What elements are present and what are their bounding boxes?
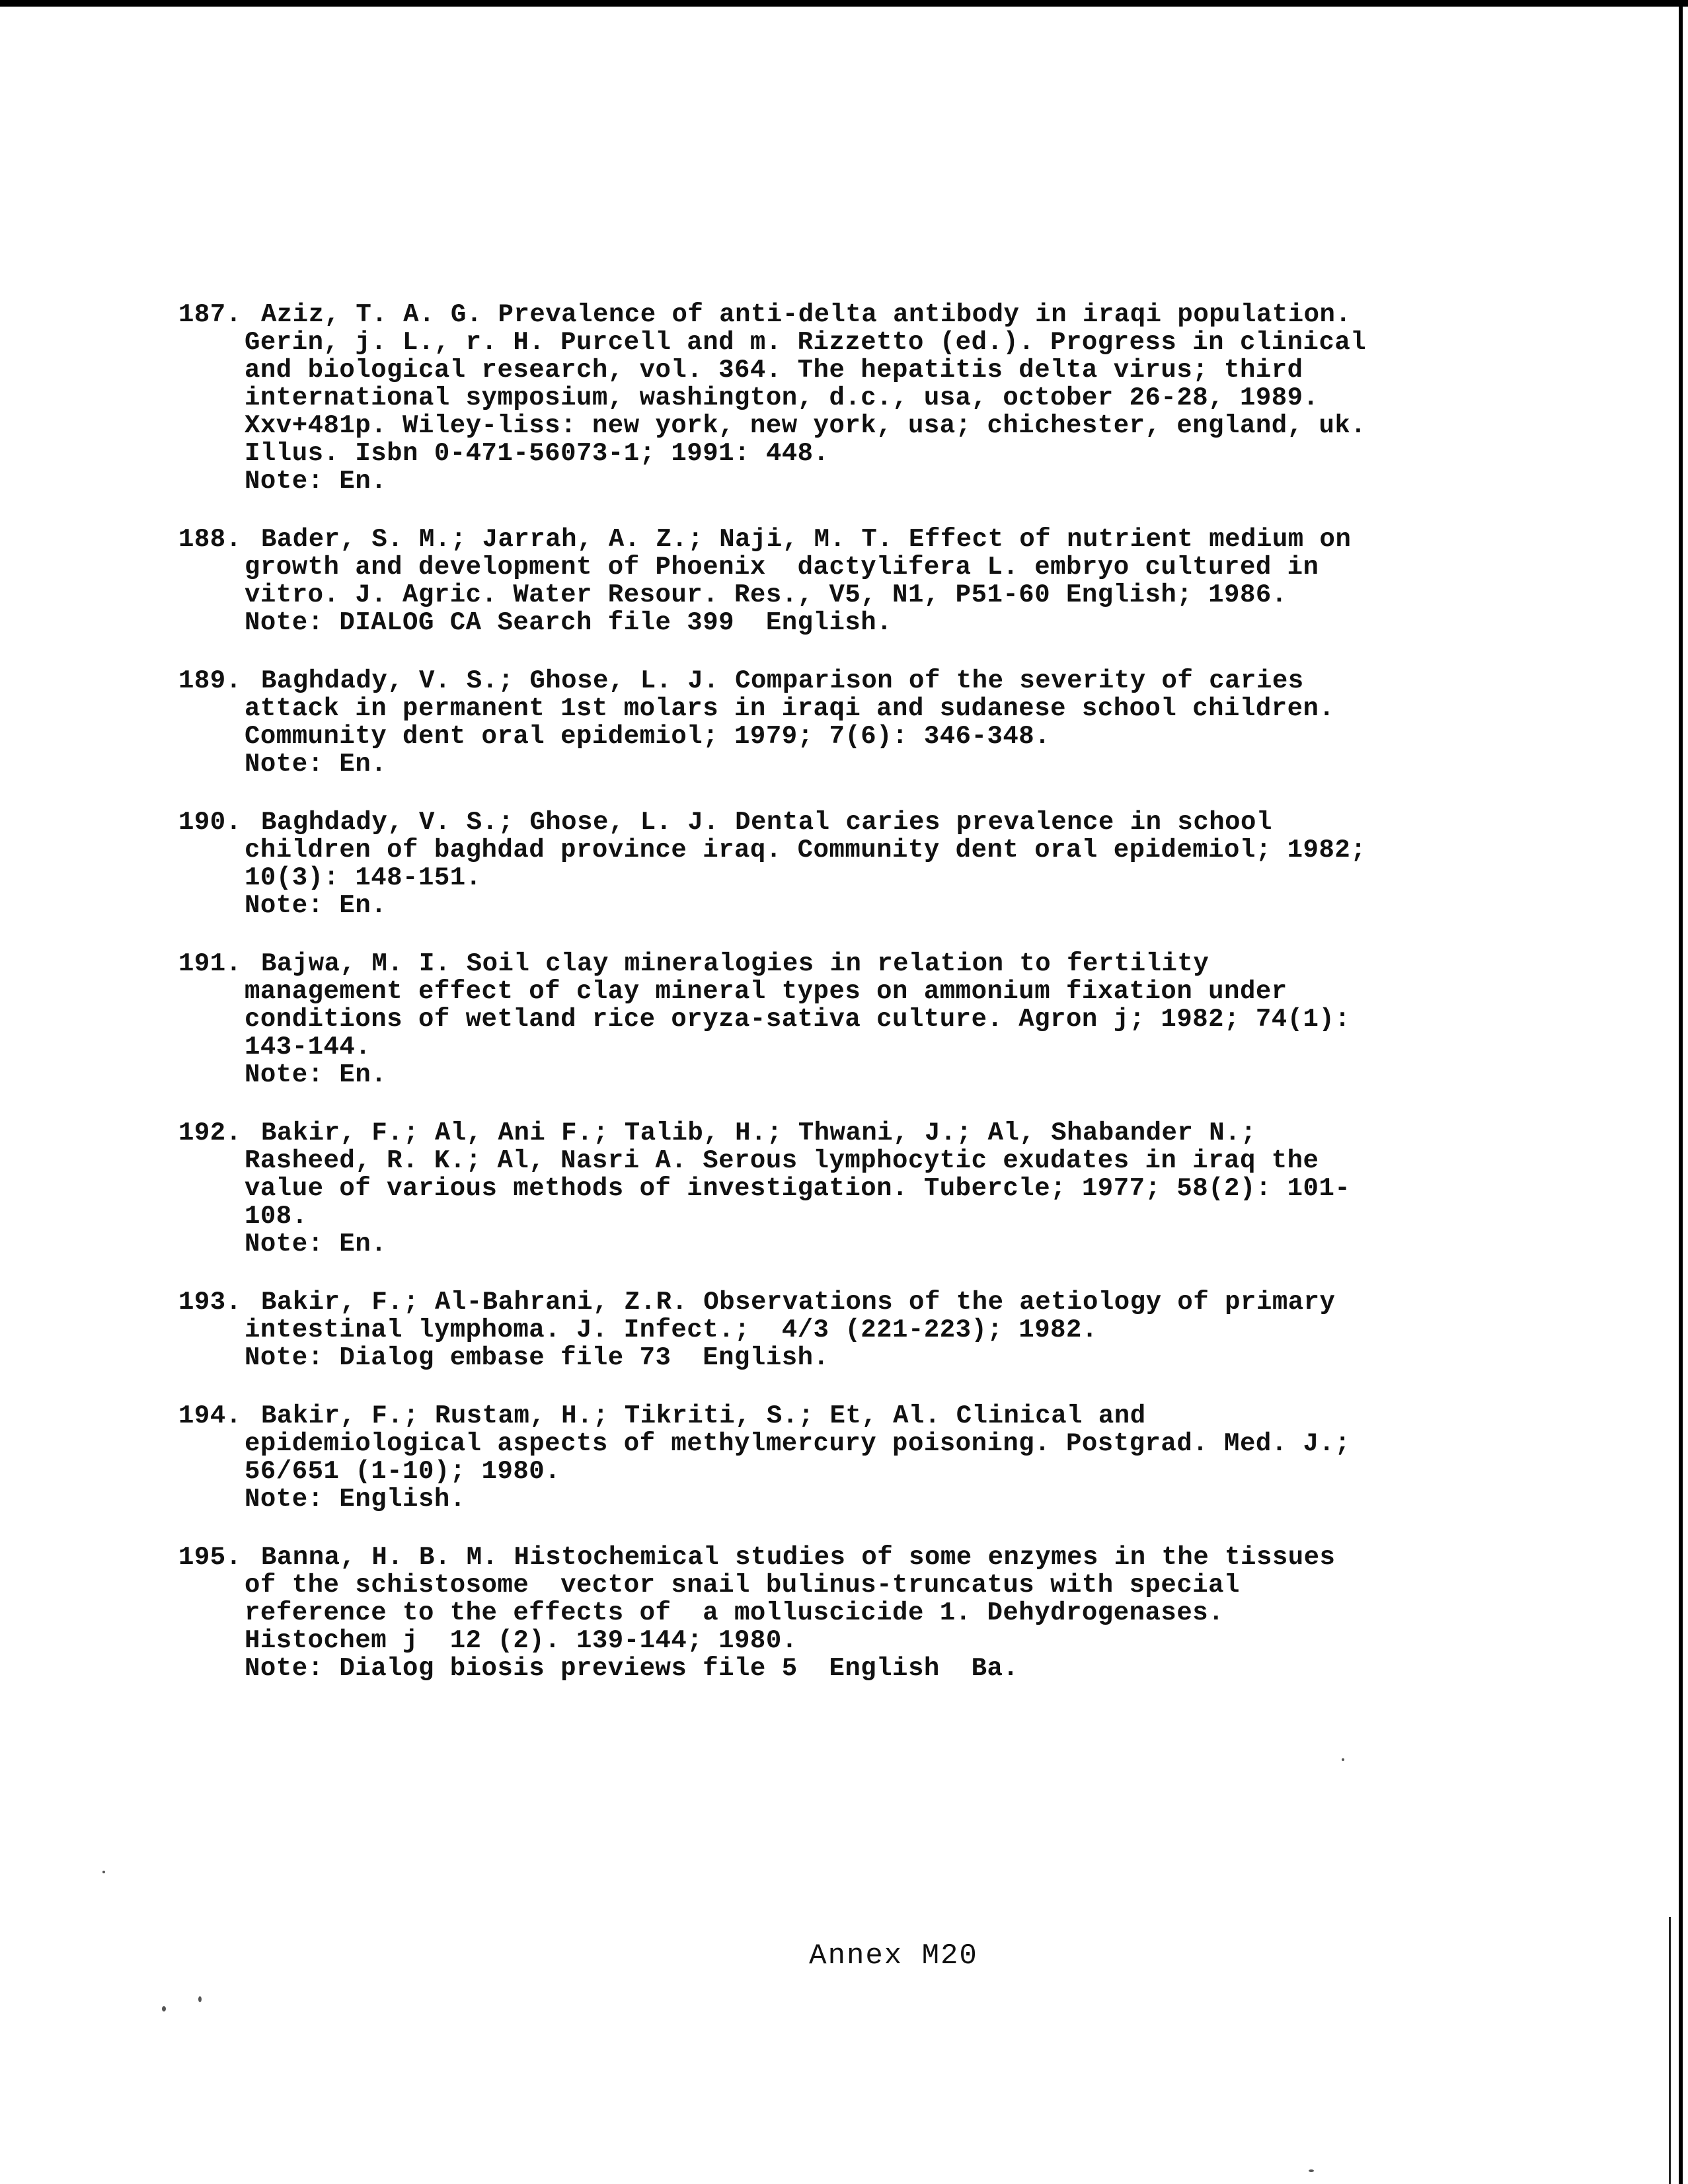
reference-text-line: of the schistosome vector snail bulinus-truncatus with special (245, 1571, 1240, 1600)
reference-note: Note: Dialog embase file 73 English. (245, 1343, 829, 1372)
reference-text-line: Bakir, F.; Al, Ani F.; Talib, H.; Thwani, J.; Al, Shabander N.; (261, 1118, 1256, 1148)
reference-note: Note: Dialog biosis previews file 5 English Ba. (245, 1654, 1019, 1683)
reference-text-line: Gerin, j. L., r. H. Purcell and m. Rizzetto (ed.). Progress in clinical (245, 328, 1367, 357)
reference-note: Note: En. (245, 1060, 387, 1089)
reference-text-line: 10(3): 148-151. (245, 863, 482, 892)
scan-speck (1342, 1758, 1344, 1761)
reference-number: 188. (178, 525, 242, 554)
reference-entry (0, 1119, 1447, 1258)
reference-text-line: management effect of clay mineral types on ammonium fixation under (245, 977, 1287, 1006)
reference-list (0, 301, 1688, 1713)
reference-text-line: Banna, H. B. M. Histochemical studies of some enzymes in the tissues (261, 1543, 1336, 1572)
reference-note: Note: En. (245, 750, 387, 779)
reference-number: 187. (178, 300, 242, 329)
reference-number: 190. (178, 808, 242, 837)
reference-number: 191. (178, 949, 242, 978)
scan-speck (198, 1996, 202, 2002)
reference-text-line: intestinal lymphoma. J. Infect.; 4/3 (221-223); 1982. (245, 1315, 1098, 1345)
reference-text-line: Histochem j 12 (2). 139-144; 1980. (245, 1626, 798, 1655)
reference-text-line: Xxv+481p. Wiley-liss: new york, new york, usa; chichester, england, uk. (245, 411, 1367, 440)
reference-text-line: value of various methods of investigation. Tubercle; 1977; 58(2): 101- (245, 1174, 1351, 1203)
reference-text-line: Bakir, F.; Al-Bahrani, Z.R. Observations of the aetiology of primary (261, 1288, 1336, 1317)
reference-text-line: conditions of wetland rice oryza-sativa culture. Agron j; 1982; 74(1): (245, 1005, 1351, 1034)
reference-note: Note: En. (245, 891, 387, 920)
reference-text-line: Baghdady, V. S.; Ghose, L. J. Dental caries prevalence in school (261, 808, 1272, 837)
reference-text-line: children of baghdad province iraq. Community dent oral epidemiol; 1982; (245, 836, 1367, 865)
reference-text-line: Aziz, T. A. G. Prevalence of anti-delta antibody in iraqi population. (261, 300, 1352, 329)
reference-text-line: Bajwa, M. I. Soil clay mineralogies in relation to fertility (261, 949, 1209, 978)
reference-number: 192. (178, 1118, 242, 1148)
reference-number: 193. (178, 1288, 242, 1317)
reference-text-line: 143-144. (245, 1033, 371, 1062)
reference-text-line: Illus. Isbn 0-471-56073-1; 1991: 448. (245, 439, 829, 468)
scan-speck (1309, 2169, 1314, 2172)
reference-text-line: 108. (245, 1202, 308, 1231)
reference-text-line: epidemiological aspects of methylmercury poisoning. Postgrad. Med. J.; (245, 1429, 1351, 1458)
reference-text-line: 56/651 (1-10); 1980. (245, 1457, 561, 1486)
reference-number: 194. (178, 1401, 242, 1430)
reference-text-line: Bakir, F.; Rustam, H.; Tikriti, S.; Et, Al. Clinical and (261, 1401, 1146, 1430)
reference-entry (0, 1288, 1447, 1372)
reference-note: Note: En. (245, 1229, 387, 1259)
reference-text-line: reference to the effects of a molluscicide 1. Dehydrogenases. (245, 1598, 1225, 1627)
reference-text-line: Community dent oral epidemiol; 1979; 7(6): 346-348. (245, 722, 1051, 751)
reference-entry (0, 526, 1447, 637)
reference-text-line: Bader, S. M.; Jarrah, A. Z.; Naji, M. T. Effect of nutrient medium on (261, 525, 1352, 554)
reference-entry (0, 1402, 1447, 1513)
reference-text-line: Rasheed, R. K.; Al, Nasri A. Serous lymphocytic exudates in iraq the (245, 1146, 1319, 1175)
reference-text-line: vitro. J. Agric. Water Resour. Res., V5, N1, P51-60 English; 1986. (245, 580, 1287, 609)
reference-entry (0, 950, 1447, 1089)
reference-text-line: and biological research, vol. 364. The hepatitis delta virus; third (245, 356, 1303, 385)
reference-entry (0, 301, 1447, 495)
scan-speck (162, 2006, 166, 2011)
reference-number: 189. (178, 666, 242, 695)
reference-entry (0, 667, 1447, 778)
annex-label: Annex M20 (809, 1939, 978, 1972)
reference-text-line: attack in permanent 1st molars in iraqi and sudanese school children. (245, 694, 1335, 723)
reference-note: Note: En. (245, 467, 387, 496)
reference-text-line: Baghdady, V. S.; Ghose, L. J. Comparison of the severity of caries (261, 666, 1304, 695)
top-scan-edge (0, 0, 1688, 7)
scan-speck (102, 1871, 105, 1873)
reference-entry (0, 808, 1447, 919)
reference-entry (0, 1543, 1447, 1682)
reference-note: Note: DIALOG CA Search file 399 English. (245, 608, 893, 637)
reference-number: 195. (178, 1543, 242, 1572)
reference-note: Note: English. (245, 1485, 466, 1514)
reference-text-line: international symposium, washington, d.c., usa, october 26-28, 1989. (245, 383, 1319, 412)
reference-text-line: growth and development of Phoenix dactylifera L. embryo cultured in (245, 553, 1319, 582)
